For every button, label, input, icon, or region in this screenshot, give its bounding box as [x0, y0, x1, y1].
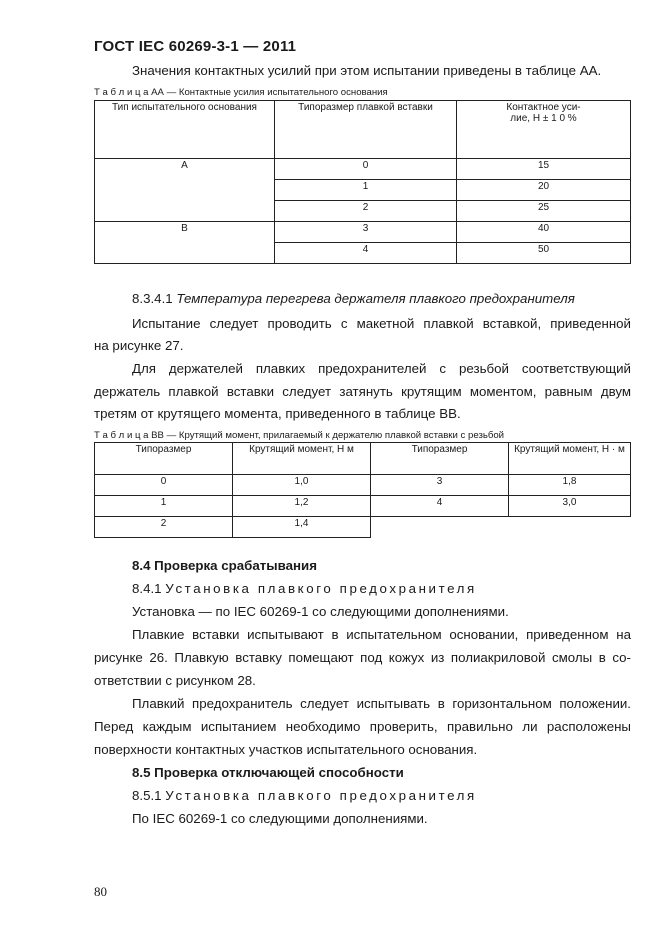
paragraph-line: на рисунке 27.	[94, 338, 184, 353]
page-number: 80	[94, 884, 107, 899]
table-row	[95, 222, 631, 243]
table-cell: 1,2	[233, 496, 371, 517]
paragraph-line: Перед каждым испытанием необходимо проверить, правильно ли расположены	[94, 719, 631, 734]
section-title: Температура перегрева держателя плавкого предохранителя	[176, 291, 575, 306]
table-header-row	[95, 101, 631, 159]
table-cell: 3	[275, 222, 457, 243]
section-number: 8.3.4.1	[132, 291, 173, 306]
section-85-heading: 8.5 Проверка отключающей способности	[132, 765, 404, 780]
paragraph-line: держатель плавкой вставки следует затянуть крутящим моментом, равным двум	[94, 384, 631, 399]
empty-cell	[371, 517, 509, 538]
header-cell: Крутящий момент, Н м	[233, 443, 371, 475]
table-cell: 2	[95, 517, 233, 538]
header-line: Контактное уси-	[506, 102, 581, 113]
table-cell: 15	[457, 159, 631, 180]
table-cell: 1,0	[233, 475, 371, 496]
table-cell: 1	[95, 496, 233, 517]
table-cell: А	[95, 159, 275, 222]
table-header-row	[95, 443, 631, 475]
table-bb-caption	[94, 430, 504, 441]
table-cell: 4	[275, 243, 457, 264]
table-aa-caption	[94, 87, 388, 98]
table-cell: 0	[275, 159, 457, 180]
table-cell: 50	[457, 243, 631, 264]
section-number: 8.5.1	[132, 788, 162, 803]
caption-text: ВВ — Крутящий момент, прилагаемый к держателю плавкой вставки с резьбой	[151, 430, 505, 441]
header-cell: Крутящий момент, Н · м	[509, 443, 631, 475]
paragraph-line: Для держателей плавких предохранителей с резьбой соответствующий	[132, 361, 631, 376]
table-row	[95, 475, 631, 496]
header-cell: Тип испытательного основания	[95, 101, 275, 159]
table-cell: 20	[457, 180, 631, 201]
table-cell: 1,8	[509, 475, 631, 496]
paragraph-line: поверхности контактных участков испытательного основания.	[94, 742, 478, 757]
table-cell: 3,0	[509, 496, 631, 517]
paragraph-line: По IEC 60269-1 со следующими дополнениями.	[132, 811, 428, 826]
paragraph-line: ответствии с рисунком 28.	[94, 673, 256, 688]
section-title: Установка плавкого предохранителя	[165, 581, 477, 596]
table-cell: 25	[457, 201, 631, 222]
table-aa	[94, 100, 631, 264]
table-row	[95, 517, 631, 538]
paragraph-line: Плавкие вставки испытывают в испытательном основании, приведенном на	[132, 627, 631, 642]
document-header: ГОСТ IEC 60269-3-1 — 2011	[94, 38, 297, 55]
header-cell: Типоразмер	[371, 443, 509, 475]
table-cell: 1	[275, 180, 457, 201]
table-row	[95, 496, 631, 517]
table-cell: В	[95, 222, 275, 264]
table-cell: 0	[95, 475, 233, 496]
section-8341-heading	[132, 288, 575, 310]
header-cell	[457, 101, 631, 159]
empty-cell	[509, 517, 631, 538]
section-841-heading	[132, 578, 477, 600]
table-bb	[94, 442, 631, 538]
caption-text: АА — Контактные усилия испытательного основания	[151, 87, 388, 98]
paragraph-line: рисунке 26. Плавкую вставку помещают под кожух из полиакриловой смолы в со-	[94, 650, 631, 665]
table-cell: 2	[275, 201, 457, 222]
paragraph-line: Испытание следует проводить с макетной плавкой вставкой, приведенной	[132, 316, 631, 331]
section-title: Установка плавкого предохранителя	[165, 788, 477, 803]
section-84-heading: 8.4 Проверка срабатывания	[132, 558, 317, 573]
table-cell: 40	[457, 222, 631, 243]
paragraph-line: Плавкий предохранитель следует испытывать в горизонтальном положении.	[132, 696, 631, 711]
table-cell: 3	[371, 475, 509, 496]
header-cell: Типоразмер	[95, 443, 233, 475]
table-cell: 1,4	[233, 517, 371, 538]
paragraph-line: Установка — по IEC 60269-1 со следующими дополнениями.	[132, 604, 509, 619]
paragraph-line: третям от крутящего момента, приведенного в таблице ВВ.	[94, 406, 461, 421]
intro-paragraph: Значения контактных усилий при этом испытании приведены в таблице АА.	[132, 63, 602, 78]
section-number: 8.4.1	[132, 581, 162, 596]
caption-prefix: Т а б л и ц а	[94, 87, 149, 98]
caption-prefix: Т а б л и ц а	[94, 430, 149, 441]
header-line: лие, Н ± 1 0 %	[510, 113, 577, 124]
header-cell: Типоразмер плавкой вставки	[275, 101, 457, 159]
section-851-heading	[132, 785, 477, 807]
table-cell: 4	[371, 496, 509, 517]
table-row	[95, 159, 631, 180]
